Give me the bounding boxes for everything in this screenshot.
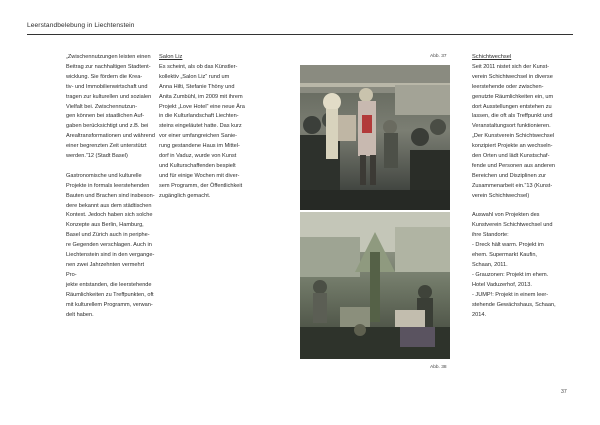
schichtwechsel-paragraph-2: Auswahl von Projekten des Kunstverein Schichtwechsel und ihre Standorte: - Dreck hält warm. Projekt im ehem. Supermarkt Kaufin, Schaan, 2011. - Grauzonen: Projekt im ehem. Hotel Vaduzerhof, 2013. - JUMP!: Projekt in einem leer- stehende Gewächshaus, Schaan, 2014.: [472, 212, 556, 318]
page-number: 37: [561, 389, 567, 395]
column-schichtwechsel: [472, 53, 576, 330]
header-title: Leerstandbelebung in Liechtenstein: [27, 22, 135, 29]
salon-liz-heading: Salon Liz: [159, 54, 183, 60]
header-rule: [27, 34, 573, 35]
schichtwechsel-paragraph-1: Seit 2011 nistet sich der Kunst- verein Schichtwechsel in diverse leerstehende oder zwischen- genutzte Räumlichkeiten ein, um dort Ausstellungen entstehen zu lassen, die oft als Treffpunkt und Veranstaltungsort funktionieren. „Der Kunstverein Schichtwechsel konzipiert Projekte an wechseln- den Orten und lädt Kunstschaf- fende und Personen aus anderen Bereichen und Disziplinen zur Zusammenarbeit ein.“13 (Kunst- verein Schichtwechsel): [472, 63, 556, 199]
photo-performance-crowd: [300, 65, 450, 210]
column-salon-liz: [159, 53, 272, 211]
figure-label-37: Abb. 37: [430, 54, 447, 59]
salon-liz-paragraph: Es scheint, als ob das Künstler- kollektiv „Salon Liz“ rund um Anna Hilti, Stefanie Thöny und Anita Zumbühl, im 2009 mit ihrem Projekt „Love Hotel“ eine neue Ära in die Kulturlandschaft Liechten- steins eingeläutet hatte. Das kurz vor einer umfangreichen Sanie- rung gestandene Haus im Mittel- dorf in Vaduz, wurde von Kunst und Kulturschaffenden bespielt und für einige Wochen mit diver- sem Programm, der Öffentlichkeit zugänglich gemacht.: [159, 63, 245, 199]
intro-paragraph-1: „Zwischennutzungen leisten einen Beitrag zur nachhaltigen Stadtent- wicklung. Sie fördern die Krea- tiv- und Immobilienwirtschaft und tragen zur kulturellen und sozialen Vielfalt bei. Zwischennutzun- gen können bei staatlichen Auf- gaben berücksichtigt und z.B. bei Arealtransformationen und während einer begrenzten Zeit unterstützt werden.“12 (Stadt Basel): [66, 54, 155, 160]
intro-paragraph-2: Gastronomische und kulturelle Projekte in formals leerstehenden Bauten und Brachen sind insbeson- dere bekannt aus dem städtischen Kontext. Jedoch haben sich solche Konzepte aus Berlin, Hamburg, Basel und Zürich auch in periphe- re Gegenden verschlagen. Auch in Liechtenstein sind in den vergange- nen zwei Jahrzehnten vermehrt Pro- jekte entstanden, die leerstehende Räumlichkeiten zu Treffpunkten, oft mit kulturellem Programm, verwan- delt haben.: [66, 172, 155, 318]
column-intro: [66, 53, 156, 330]
running-header: [27, 22, 573, 29]
schichtwechsel-heading: Schichtwechsel: [472, 54, 512, 60]
figure-label-38: Abb. 38: [430, 365, 447, 370]
photo-installation-crowd: [300, 212, 450, 359]
